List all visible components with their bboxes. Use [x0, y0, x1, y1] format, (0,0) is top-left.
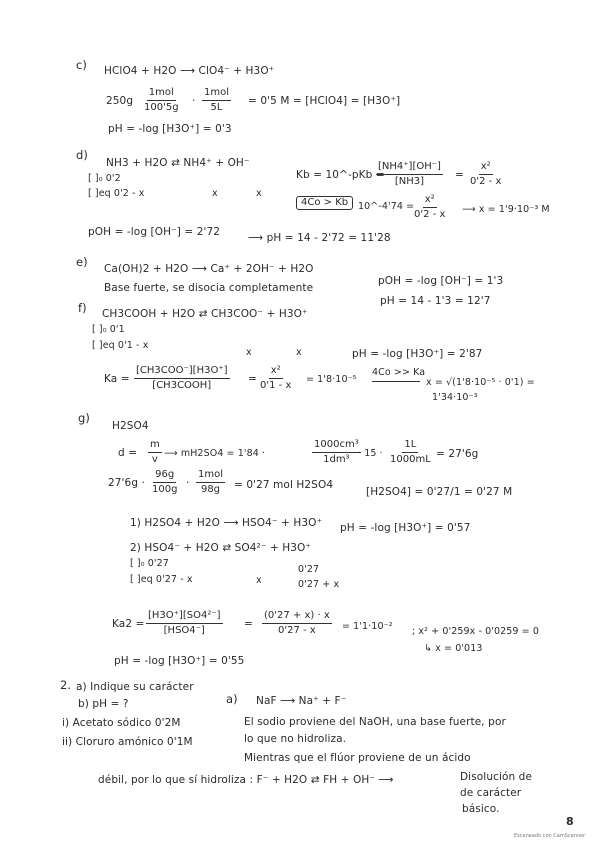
section-g-density-fraction: $\frac{m}{v}$ [150, 439, 160, 465]
section-d-equilibrium-row: [ ]eq 0'2 - x [88, 188, 145, 199]
section-g-conversion-1: $\frac{\text{1000cm³}}{\text{1dm³}}$ [314, 439, 359, 465]
section-f-initial-row: [ ]₀ 0'1 [92, 324, 125, 335]
section-g-initial-row: [ ]₀ 0'27 [130, 558, 169, 569]
section-f-x-result: x = √(1'8·10⁻⁵ · 0'1) = [426, 377, 535, 388]
section-d-approximation-box: 4Co > Kb [296, 196, 353, 210]
section-g-x-sulfate: x [256, 575, 262, 586]
section-g-label: g) [78, 411, 90, 425]
answer-a-reaction: NaF ⟶ Na⁺ + F⁻ [256, 695, 347, 707]
section-g-ka2-lhs: Ka2 = [112, 618, 145, 630]
section-c-mass: 250g [106, 95, 134, 107]
section-e-ph: pH = 14 - 1'3 = 12'7 [380, 295, 491, 307]
section-f-ka-fraction: [CH3COO⁻][H3O⁺] [CH3COOH] [136, 365, 228, 391]
section-f-equilibrium-row: [ ]eq 0'1 - x [92, 340, 149, 351]
section-d-kb-fraction-2: $\frac{\text{x²}}{0'2 - x}$ [414, 194, 446, 220]
section-g-ka2-fraction-x: $\frac{(0'27 + x) \cdot x}{0'27 - x}$ [264, 610, 330, 636]
section-d-x-oh: x [256, 188, 262, 199]
section-e-label: e) [76, 255, 88, 269]
section-e-reaction: Ca(OH)2 + H2O ⟶ Ca⁺ + 2OH⁻ + H2O [104, 263, 314, 275]
section-d-kb-value: 10^-4'74 = [358, 201, 415, 212]
section-g-species: H2SO4 [112, 420, 149, 432]
section-c-fraction-2: 1mol 5L [204, 87, 229, 113]
section-g-ka2-fraction: [H3O⁺][SO4²⁻] [HSO4⁻] [148, 610, 221, 636]
section-g-density-rhs: ⟶ mH2SO4 = 1'84 · [164, 448, 266, 459]
section-d-ph: ⟶ pH = 14 - 2'72 = 11'28 [248, 232, 391, 244]
answer-line-4: débil, por lo que sí hidroliza : F⁻ + H2O ⇄ FH + OH⁻ ⟶ [98, 774, 394, 786]
answer-line-2: lo que no hidroliza. [244, 733, 347, 745]
section-g-quadratic: ; x² + 0'259x - 0'0259 = 0 [412, 626, 540, 637]
section-f-x-result-value: 1'34·10⁻³ [432, 392, 478, 403]
section-d-x-result: ⟶ x = 1'9·10⁻³ M [462, 204, 550, 215]
section-g-ka2-value: = 1'1·10⁻² [342, 621, 393, 632]
section-e-poh: pOH = -log [OH⁻] = 1'3 [378, 275, 504, 287]
section-g-h3o-initial: 0'27 [298, 564, 320, 575]
question-2-part-a: a) Indique su carácter [76, 681, 194, 693]
section-g-step-1: 1) H2SO4 + H2O ⟶ HSO4⁻ + H3O⁺ [130, 517, 323, 529]
section-g-mass: 27'6g · [108, 477, 145, 489]
section-g-density-lhs: d = [118, 447, 138, 459]
section-g-mass-result: = 27'6g [436, 448, 479, 460]
answer-conclusion-2: de carácter [460, 787, 522, 799]
section-g-conversion-2: $\frac{1L}{1000mL}$ [390, 439, 431, 465]
section-d-kb-lhs: Kb = 10^-pKb = [296, 169, 385, 181]
section-d-poh: pOH = -log [OH⁻] = 2'72 [88, 226, 221, 238]
section-c-fraction-1: 1mol 100'5g [144, 87, 179, 113]
section-g-molar-fraction: 1mol 98g [198, 469, 223, 495]
section-d-label: d) [76, 148, 88, 162]
section-g-equilibrium-row: [ ]eq 0'27 - x [130, 574, 193, 585]
section-g-final-ph: pH = -log [H3O⁺] = 0'55 [114, 655, 245, 667]
answer-conclusion-3: básico. [462, 803, 500, 815]
section-d-x-nh4: x [212, 188, 218, 199]
section-f-x-h3o: x [296, 347, 302, 358]
section-f-reaction: CH3COOH + H2O ⇄ CH3COO⁻ + H3O⁺ [102, 308, 308, 320]
question-2-part-b: b) pH = ? [78, 698, 129, 710]
section-c-reaction: HClO4 + H2O ⟶ ClO4⁻ + H3O⁺ [104, 65, 275, 77]
question-2-number: 2. [60, 678, 72, 692]
section-c-result: = 0'5 M = [HClO4] = [H3O⁺] [248, 95, 401, 107]
section-g-step-1-ph: pH = -log [H3O⁺] = 0'57 [340, 522, 471, 534]
scanner-footer: Escaneado con CamScanner [514, 833, 586, 839]
section-d-initial-row: [ ]₀ 0'2 [88, 173, 121, 184]
section-f-ph: pH = -log [H3O⁺] = 2'87 [352, 348, 483, 360]
section-f-label: f) [78, 301, 87, 315]
answer-conclusion-1: Disolución de [460, 771, 533, 783]
answer-a-label: a) [226, 692, 238, 706]
section-f-approximation: 4Co >> Ka [372, 367, 426, 378]
section-g-quadratic-result: ↳ x = 0'013 [424, 643, 483, 654]
section-e-note: Base fuerte, se disocia completamente [104, 282, 314, 294]
section-d-reaction: NH3 + H2O ⇄ NH4⁺ + OH⁻ [106, 157, 250, 169]
section-g-concentration: [H2SO4] = 0'27/1 = 0'27 M [366, 486, 513, 498]
section-f-ka-value: = 1'8·10⁻⁵ [306, 374, 357, 385]
section-d-kb-fraction: $\frac{[NH4^+][OH^-]}{[NH3]}$ [378, 161, 441, 187]
answer-line-1: El sodio proviene del NaOH, una base fuerte, por [244, 716, 506, 728]
section-c-label: c) [76, 58, 88, 72]
section-c-ph: pH = -log [H3O⁺] = 0'3 [108, 123, 232, 135]
section-g-step-2: 2) HSO4⁻ + H2O ⇄ SO4²⁻ + H3O⁺ [130, 542, 312, 554]
section-f-ka-fraction-x: $\frac{\text{x²}}{0'1 - x}$ [260, 365, 292, 391]
section-g-mol-result: = 0'27 mol H2SO4 [234, 479, 334, 491]
section-d-kb-fraction-x: $\frac{\text{x²}}{0'2 - x}$ [470, 161, 502, 187]
page-number: 8 [566, 815, 574, 828]
section-g-purity-fraction: $\frac{96g}{100g}$ [152, 469, 178, 495]
answer-line-3: Mientras que el flúor proviene de un ácido [244, 752, 471, 764]
section-g-h3o-equilibrium: 0'27 + x [298, 579, 340, 590]
question-2-item-ii: ii) Cloruro amónico 0'1M [62, 736, 193, 748]
section-f-ka-lhs: Ka = [104, 373, 130, 385]
section-f-x-acetate: x [246, 347, 252, 358]
question-2-item-i: i) Acetato sódico 0'2M [62, 717, 181, 729]
section-f-arrow [372, 381, 420, 382]
